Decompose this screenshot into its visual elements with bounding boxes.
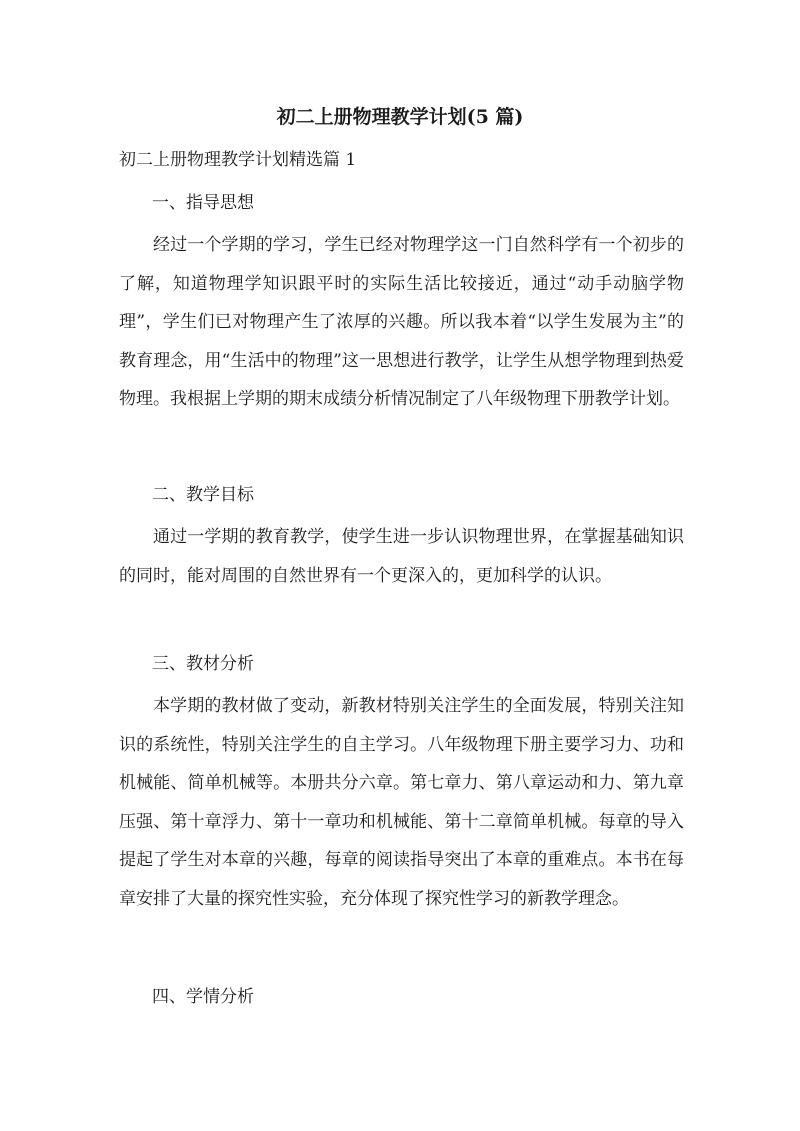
document-title: 初二上册物理教学计划(5 篇)	[276, 106, 524, 128]
section-paragraph-guiding-ideology: 经过一个学期的学习，学生已经对物理学这一门自然科学有一个初步的了解，知道物理学知识跟平时的实际生活比较接近，通过“动手动脑学物理”，学生们已对物理产生了浓厚的兴趣。所以我本着“以学生发展为主”的教育理念，用“生活中的物理”这一思想进行教学，让学生从想学物理到热爱物理。我根据上学期的期末成绩分析情况制定了八年级物理下册教学计划。	[119, 235, 684, 410]
section-paragraph-textbook-analysis: 本学期的教材做了变动，新教材特别关注学生的全面发展，特别关注知识的系统性，特别关注学生的自主学习。八年级物理下册主要学习力、功和机械能、简单机械等。本册共分六章。第七章力、第八章运动和力、第九章压强、第十章浮力、第十一章功和机械能、第十二章简单机械。每章的导入提起了学生对本章的兴趣，每章的阅读指导突出了本章的重难点。本书在每章安排了大量的探究性实验，充分体现了探究性学习的新教学理念。	[119, 696, 684, 909]
document-subtitle: 初二上册物理教学计划精选篇 1	[119, 150, 357, 170]
section-heading-guiding-ideology: 一、指导思想	[152, 193, 254, 213]
section-heading-teaching-goals: 二、教学目标	[152, 485, 254, 505]
section-heading-textbook-analysis: 三、教材分析	[152, 654, 254, 674]
section-paragraph-teaching-goals: 通过一学期的教育教学，使学生进一步认识物理世界，在掌握基础知识的同时，能对周围的自然世界有一个更深入的，更加科学的认识。	[119, 527, 684, 586]
section-heading-student-analysis: 四、学情分析	[152, 987, 254, 1007]
